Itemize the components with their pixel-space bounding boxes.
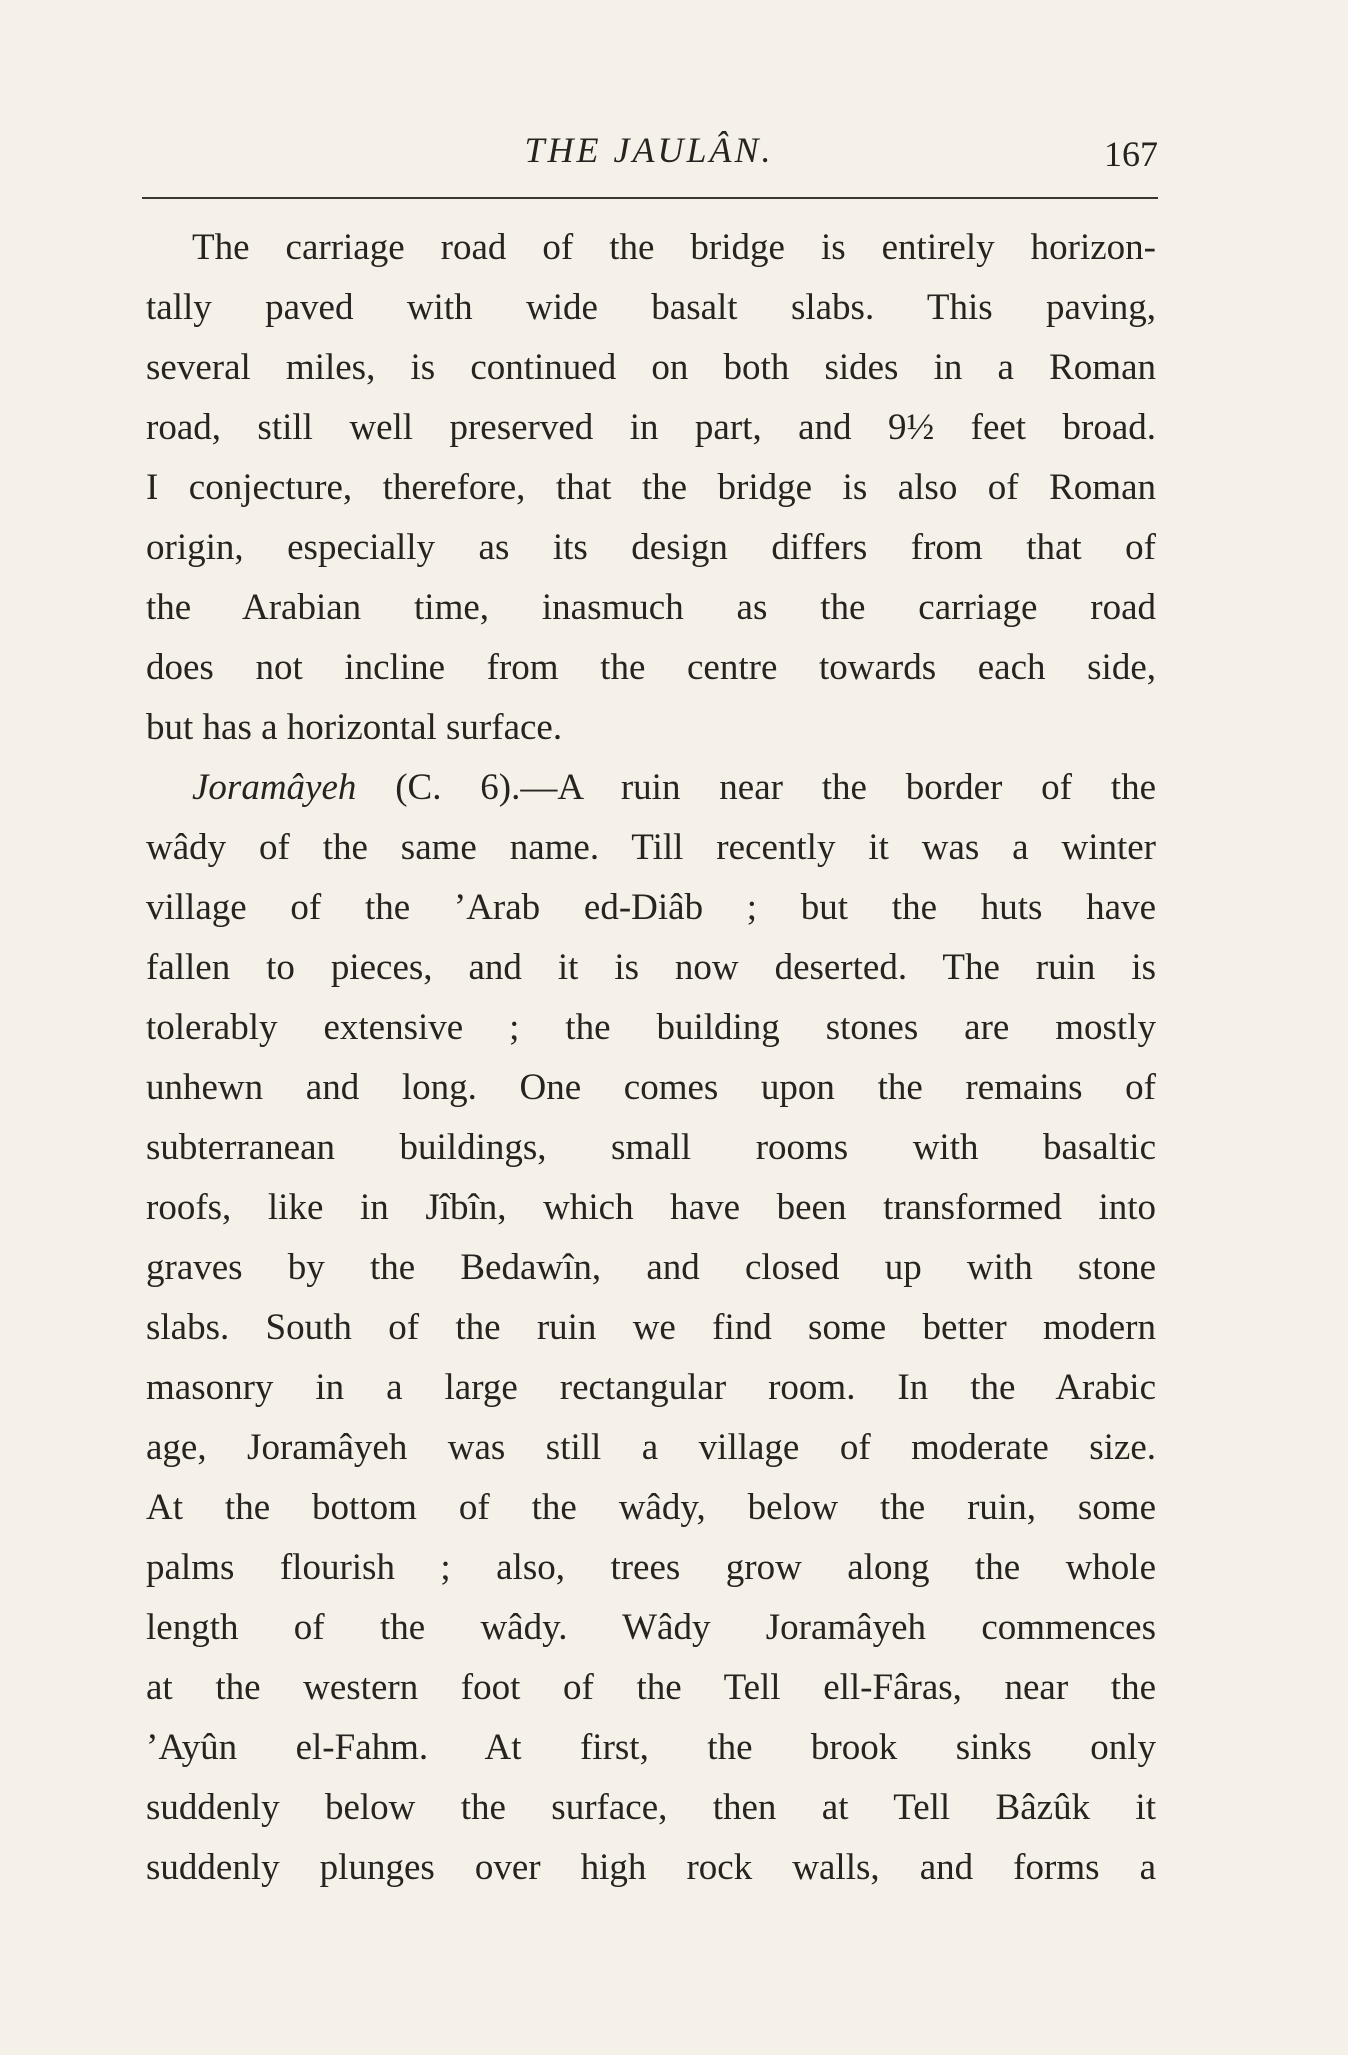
text-line: at the western foot of the Tell ell-Fâras, near the <box>146 1667 1156 1708</box>
text-line: but has a horizontal surface. <box>146 707 563 748</box>
text-line: tally paved with wide basalt slabs. This paving, <box>146 287 1156 328</box>
text-line: palms flourish ; also, trees grow along the whole <box>146 1547 1156 1588</box>
text-line: unhewn and long. One comes upon the remains of <box>146 1067 1156 1108</box>
text-line: several miles, is continued on both sides in a Roman <box>146 347 1156 388</box>
running-title: THE JAULÂN. <box>524 130 774 170</box>
text-line: roofs, like in Jîbîn, which have been transformed into <box>146 1187 1156 1228</box>
text-line: suddenly plunges over high rock walls, and forms a <box>146 1847 1156 1888</box>
text-line: the Arabian time, inasmuch as the carriage road <box>146 587 1156 628</box>
text-line: length of the wâdy. Wâdy Joramâyeh commences <box>146 1607 1156 1648</box>
entry-name: Joramâyeh <box>192 767 357 808</box>
entry-heading-line <box>146 758 1156 818</box>
text-line: masonry in a large rectangular room. In the Arabic <box>146 1367 1156 1408</box>
text-line: tolerably extensive ; the building stones are mostly <box>146 1007 1156 1048</box>
text-line: road, still well preserved in part, and 9½ feet broad. <box>146 407 1156 448</box>
text-line: fallen to pieces, and it is now deserted. The ruin is <box>146 947 1156 988</box>
text-line: does not incline from the centre towards each side, <box>146 647 1156 688</box>
text-line: origin, especially as its design differs from that of <box>146 527 1156 568</box>
entry-first-line-rest: (C. 6).—A ruin near the border of the <box>356 767 1156 808</box>
text-line: wâdy of the same name. Till recently it was a winter <box>146 827 1156 868</box>
text-line: I conjecture, therefore, that the bridge is also of Roman <box>146 467 1156 508</box>
body-text <box>146 218 1156 1898</box>
header-rule <box>142 197 1158 199</box>
text-line: age, Joramâyeh was still a village of moderate size. <box>146 1427 1156 1468</box>
text-line: subterranean buildings, small rooms with basaltic <box>146 1127 1156 1168</box>
text-line: village of the ’Arab ed-Diâb ; but the huts have <box>146 887 1156 928</box>
text-line: The carriage road of the bridge is entirely horizon- <box>192 227 1156 268</box>
text-line: ’Ayûn el-Fahm. At first, the brook sinks only <box>146 1727 1156 1768</box>
text-line: At the bottom of the wâdy, below the ruin, some <box>146 1487 1156 1528</box>
text-line: slabs. South of the ruin we find some better modern <box>146 1307 1156 1348</box>
page-number: 167 <box>1104 134 1158 174</box>
text-line: suddenly below the surface, then at Tell Bâzûk it <box>146 1787 1156 1828</box>
running-head <box>140 128 1158 178</box>
text-line: graves by the Bedawîn, and closed up with stone <box>146 1247 1156 1288</box>
